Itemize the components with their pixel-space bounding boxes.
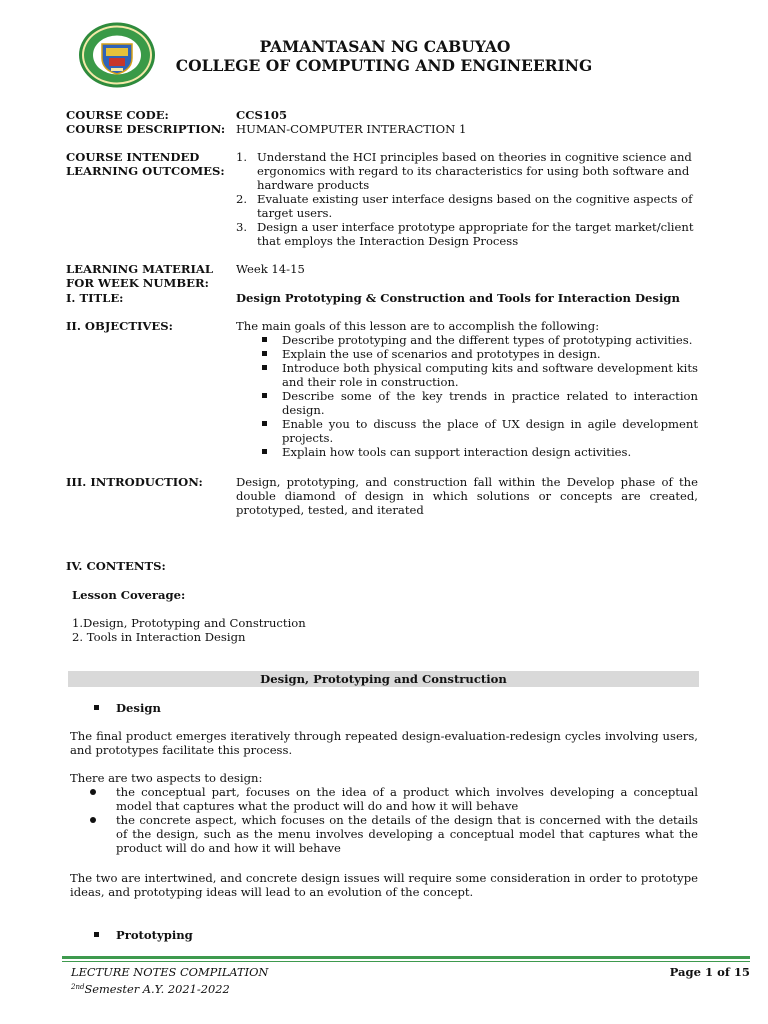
- footer-divider: [62, 956, 750, 959]
- objectives-label: II. OBJECTIVES:: [66, 319, 173, 333]
- footer-semester: $^{2nd}$Semester A.Y. 2021-2022: [71, 982, 230, 996]
- learning-outcomes-list: [236, 150, 698, 248]
- aspects-list: [88, 785, 698, 855]
- square-bullet-icon: [262, 449, 267, 454]
- outcomes-label-line1: COURSE INTENDED: [66, 150, 200, 164]
- design-paragraph: The final product emerges iteratively through repeated design-evaluation-redesign cycles involving users, and prototypes facilitate this process.: [70, 729, 698, 757]
- square-bullet-icon: [262, 337, 267, 342]
- course-description-label: COURSE DESCRIPTION:: [66, 122, 226, 136]
- outcome-item: 2. Evaluate existing user interface designs based on the cognitive aspects of target users.: [236, 192, 693, 220]
- objective-item: Introduce both physical computing kits and software development kits and their role in construction.: [236, 361, 698, 389]
- square-bullet-icon: [262, 421, 267, 426]
- introduction-label: III. INTRODUCTION:: [66, 475, 203, 489]
- coverage-item: 1.Design, Prototyping and Construction: [72, 616, 306, 630]
- round-bullet-icon: [90, 817, 96, 823]
- title-label: I. TITLE:: [66, 291, 124, 305]
- week-number: Week 14-15: [236, 262, 305, 276]
- objective-item: Enable you to discuss the place of UX design in agile development projects.: [236, 417, 698, 445]
- footer-divider-thin: [62, 961, 750, 962]
- college-name: COLLEGE OF COMPUTING AND ENGINEERING: [175, 56, 593, 75]
- course-description: HUMAN-COMPUTER INTERACTION 1: [236, 122, 467, 136]
- square-bullet-icon: [94, 932, 99, 937]
- square-bullet-icon: [262, 351, 267, 356]
- section-header-bar: Design, Prototyping and Construction: [68, 671, 699, 687]
- footer-compilation: LECTURE NOTES COMPILATION: [71, 965, 269, 979]
- outcome-item: 3. Design a user interface prototype appropriate for the target market/client that employs the Interaction Design Process: [236, 220, 694, 248]
- introduction-text: Design, prototyping, and construction fall within the Develop phase of the double diamond of design in which solutions or concepts are created, prototyped, tested, and iterated: [236, 475, 698, 517]
- objective-item: Explain how tools can support interaction design activities.: [236, 445, 698, 459]
- square-bullet-icon: [262, 393, 267, 398]
- design-heading: Design: [116, 701, 161, 715]
- intertwined-paragraph: The two are intertwined, and concrete design issues will require some consideration in order to prototype ideas, and prototyping ideas will lead to an evolution of the concept.: [70, 871, 698, 899]
- round-bullet-icon: [90, 789, 96, 795]
- objectives-list: [236, 333, 698, 459]
- objective-item: Describe prototyping and the different types of prototyping activities.: [236, 333, 698, 347]
- square-bullet-icon: [262, 365, 267, 370]
- university-seal-logo: [78, 22, 156, 88]
- course-code-label: COURSE CODE:: [66, 108, 169, 122]
- contents-label: IV. CONTENTS:: [66, 559, 166, 573]
- objectives-intro: The main goals of this lesson are to accomplish the following:: [236, 319, 600, 333]
- coverage-item: 2. Tools in Interaction Design: [72, 630, 246, 644]
- aspect-item: the concrete aspect, which focuses on the details of the design that is concerned with the details of the design, such as the menu involves developing a conceptual model that captures what the product will do and how it will behave: [88, 813, 698, 855]
- lesson-title: Design Prototyping & Construction and Tools for Interaction Design: [236, 291, 680, 305]
- course-code: CCS105: [236, 108, 288, 122]
- objective-item: Explain the use of scenarios and prototypes in design.: [236, 347, 698, 361]
- square-bullet-icon: [94, 705, 99, 710]
- week-label-line2: FOR WEEK NUMBER:: [66, 276, 209, 290]
- week-label-line1: LEARNING MATERIAL: [66, 262, 214, 276]
- aspects-intro: There are two aspects to design:: [70, 771, 263, 785]
- objective-item: Describe some of the key trends in practice related to interaction design.: [236, 389, 698, 417]
- outcomes-label-line2: LEARNING OUTCOMES:: [66, 164, 225, 178]
- outcome-item: 1. Understand the HCI principles based on theories in cognitive science and ergonomics with regard to its characteristics for using both software and hardware products: [236, 150, 692, 192]
- page-number: Page 1 of 15: [669, 965, 750, 979]
- prototyping-heading: Prototyping: [116, 928, 193, 942]
- university-name: PAMANTASAN NG CABUYAO: [259, 37, 511, 56]
- lesson-coverage-label: Lesson Coverage:: [72, 588, 186, 602]
- aspect-item: the conceptual part, focuses on the idea of a product which involves developing a conceptual model that captures what the product will do and how it will behave: [88, 785, 698, 813]
